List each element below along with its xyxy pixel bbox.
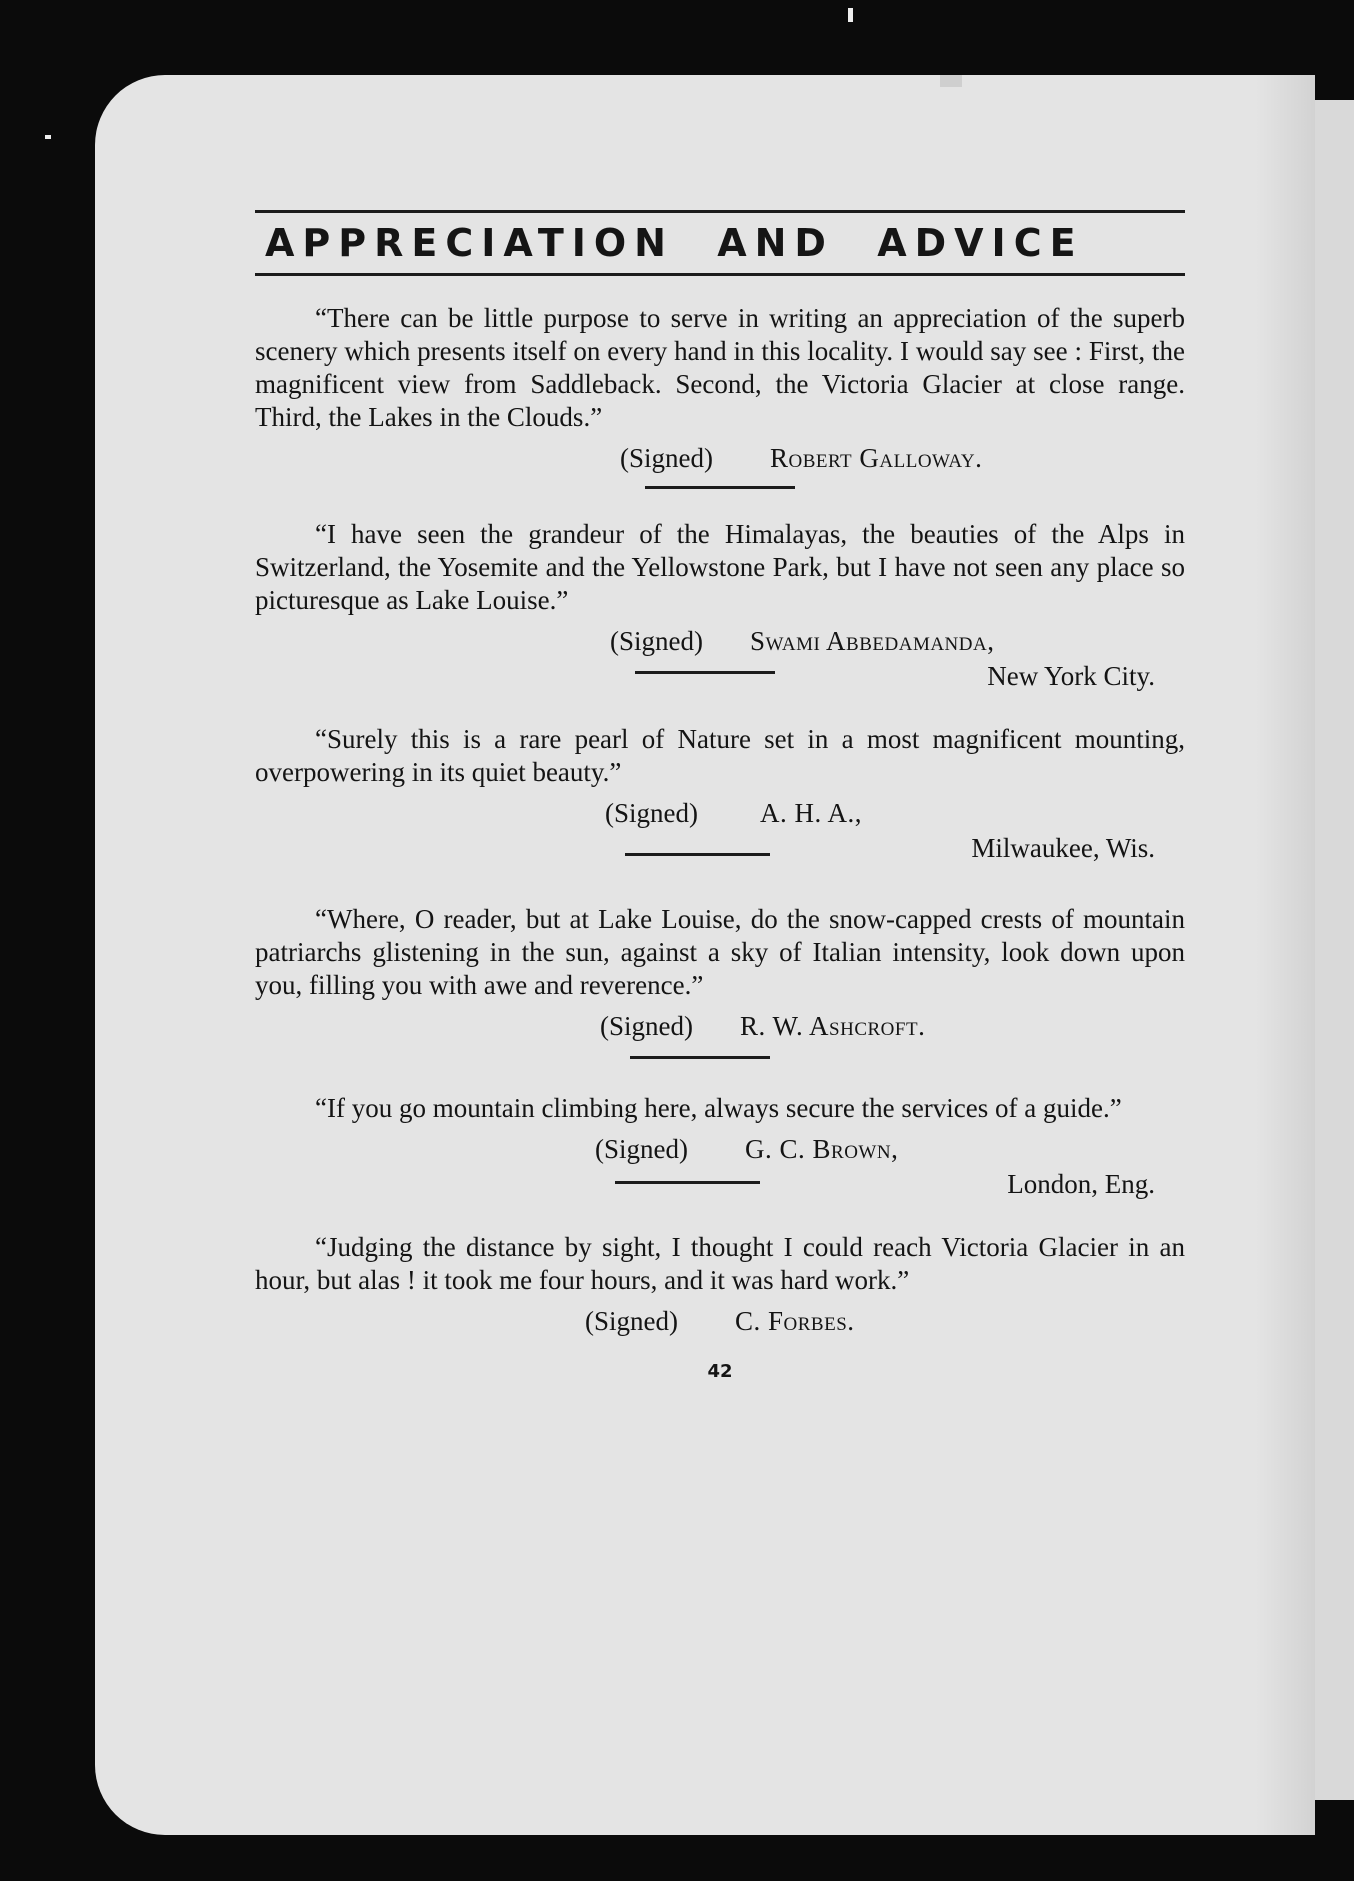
- signed-label: (Signed): [610, 626, 703, 656]
- page-heading: APPRECIATION AND ADVICE: [265, 221, 1084, 265]
- signer-name: A. H. A.,: [760, 798, 863, 828]
- testimonial-quote: “If you go mountain climbing here, always secure the services of a guide.”: [315, 1093, 1122, 1123]
- testimonial-brown: [255, 1092, 1185, 1201]
- heading-bottom-rule: [255, 273, 1185, 276]
- testimonial-quote: “Surely this is a rare pearl of Nature set in a most magnificent mounting, overpowering in its quiet beauty.”: [255, 724, 1185, 787]
- signed-label: (Signed): [620, 443, 713, 473]
- signer-name: R. W. Ashcroft.: [740, 1011, 926, 1041]
- separator-rule: [630, 1056, 770, 1059]
- signer-name: Robert Galloway.: [770, 443, 983, 473]
- page-number: 42: [707, 1361, 733, 1382]
- signature-line: [255, 623, 1185, 659]
- testimonial-quote: “Where, O reader, but at Lake Louise, do the snow-capped crests of mountain patriarchs glistening in the sun, against a sky of Italian intensity, look down upon you, filling you with awe and reverence.”: [255, 904, 1185, 1000]
- signature-line: [255, 1008, 1185, 1044]
- heading-top-rule: [255, 210, 1185, 213]
- separator-rule: [645, 486, 795, 489]
- signature-line: [255, 440, 1185, 476]
- testimonial-ashcroft: [255, 903, 1185, 1044]
- page-content: [255, 210, 1185, 1382]
- signature-line: [255, 1303, 1185, 1339]
- testimonial-aha: [255, 723, 1185, 865]
- signed-label: (Signed): [585, 1306, 678, 1336]
- signer-location: Milwaukee, Wis.: [971, 833, 1155, 863]
- signer-name: G. C. Brown,: [745, 1134, 899, 1164]
- separator-rule: [625, 853, 770, 856]
- separator-rule: [635, 671, 775, 674]
- signature-line: [255, 1131, 1185, 1167]
- testimonial-quote: “There can be little purpose to serve in writing an appreciation of the superb scenery which presents itself on every hand in this locality. I would say see : First, the magnificent view from Saddleback. Second, the Victoria Glacier at close range. Third, the Lakes in the Clouds.”: [255, 303, 1185, 432]
- testimonial-forbes: [255, 1231, 1185, 1339]
- testimonial-abbedamanda: [255, 518, 1185, 693]
- signer-location: London, Eng.: [1007, 1169, 1155, 1199]
- testimonial-quote: “I have seen the grandeur of the Himalayas, the beauties of the Alps in Switzerland, the Yosemite and the Yellowstone Park, but I have not seen any place so picturesque as Lake Louise.”: [255, 519, 1185, 615]
- signer-name: Swami Abbedamanda,: [750, 626, 995, 656]
- testimonial-galloway: [255, 302, 1185, 476]
- separator-rule: [615, 1181, 760, 1184]
- signer-location: New York City.: [987, 661, 1155, 691]
- signed-label: (Signed): [600, 1011, 693, 1041]
- signed-label: (Signed): [595, 1134, 688, 1164]
- signed-label: (Signed): [605, 798, 698, 828]
- signature-line: [255, 795, 1185, 831]
- testimonial-quote: “Judging the distance by sight, I thought I could reach Victoria Glacier in an hour, but alas ! it took me four hours, and it was hard work.”: [255, 1232, 1185, 1295]
- signer-name: C. Forbes.: [735, 1306, 855, 1336]
